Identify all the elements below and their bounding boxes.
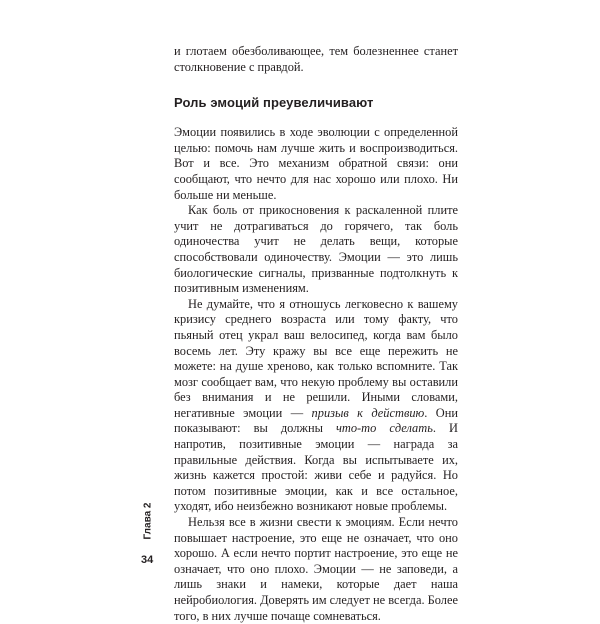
italic-phrase: призыв к действию [311, 405, 425, 420]
page-number: 34 [141, 554, 154, 566]
paragraph-text: Эмоции появились в ходе эволюции с определенной целью: помочь нам лучше жить и воспроизводиться. Вот и все. Это механизм обратной связи: они сообщают, что нечто для нас хорошо или плохо. Ни больше ни меньше. [174, 125, 458, 202]
paragraph-1 [174, 125, 458, 203]
chapter-label-text: Глава 2 [142, 502, 154, 540]
paragraph-text: . Они показывают: вы должны [174, 405, 458, 436]
paragraph-text: . И напротив, позитивные эмоции — награда за правильные действия. Когда вы испытываете их, жизнь кажется простой: живи себе и радуйся. Но потом позитивные эмоции, как и все остальное, уходят, ибо неизбежно возникают новые проблемы. [174, 421, 458, 514]
paragraph-text: Нельзя все в жизни свести к эмоциям. Если нечто повышает настроение, это еще не означает, что оно хорошо. А если нечто портит настроение, это еще не означает, что оно плохо. Эмоции — не заповеди, а лишь знаки и намеки, которые дает наша нейробиология. Доверять им следует не всегда. Более того, в них лучше почаще сомневаться. [174, 515, 458, 623]
paragraph-3 [174, 297, 458, 515]
body-text [174, 44, 458, 624]
chapter-label [142, 496, 154, 546]
paragraph-4 [174, 515, 458, 624]
section-heading: Роль эмоций преувеличивают [174, 95, 374, 111]
continuation-paragraph: и глотаем обезболивающее, тем болезненнее станет столкновение с правдой. [174, 44, 458, 74]
italic-phrase: что-то сделать [335, 421, 433, 436]
paragraph-text: Как боль от прикосновения к раскаленной плите учит не дотрагиваться до горячего, так боль одиночества учит не делать вещи, которые способствовали одиночеству. Эмоции — это лишь биологические сигналы, призванные подтолкнуть к позитивным изменениям. [174, 203, 458, 296]
paragraph-2 [174, 203, 458, 297]
paragraph-text: Не думайте, что я отношусь легковесно к вашему кризису среднего возраста или тому факту, что пьяный отец украл ваш велосипед, когда вам было восемь лет. Эту кражу вы все еще пережить не можете: на душе хреново, как только вспомните. Так мозг сообщает вам, что некую проблему вы оставили без внимания и не решили. Иными словами, негативные эмоции — [174, 296, 458, 420]
